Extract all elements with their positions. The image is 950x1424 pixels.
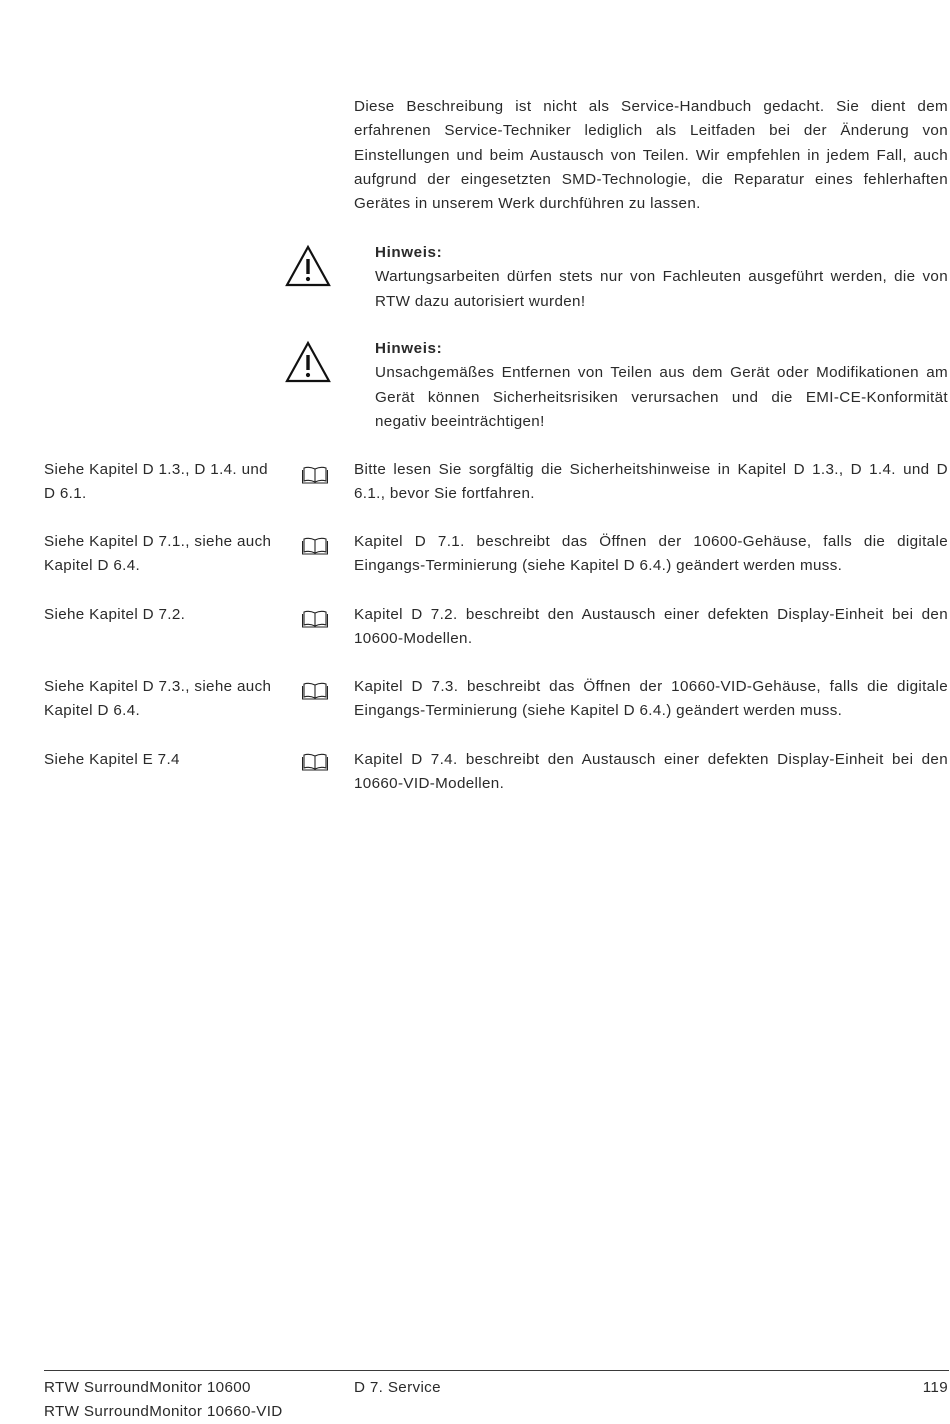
book-icon <box>302 466 328 484</box>
book-icon <box>302 537 328 555</box>
reference-text: Kapitel D 7.4. beschreibt den Austausch einer defekten Display-Einheit bei den 10660-VID-Modellen. <box>354 751 948 793</box>
footer-product-line: RTW SurroundMonitor 10600 <box>44 1379 251 1396</box>
book-icon <box>302 610 328 628</box>
margin-note: Siehe Kapitel D 7.3., siehe auch Kapitel D 6.4. <box>44 678 272 720</box>
warning-title: Hinweis: <box>375 340 443 357</box>
page-number: 119 <box>922 1379 948 1396</box>
warning-text: Wartungsarbeiten dürfen stets nur von Fachleuten ausgeführt werden, die von RTW dazu autorisiert wurden! <box>375 268 948 310</box>
footer-divider <box>44 1370 949 1371</box>
margin-note: Siehe Kapitel D 1.3., D 1.4. und D 6.1. <box>44 461 268 503</box>
reference-text: Bitte lesen Sie sorgfältig die Sicherheitshinweise in Kapitel D 1.3., D 1.4. und D 6.1., bevor Sie fortfahren. <box>354 461 948 503</box>
intro-paragraph: Diese Beschreibung ist nicht als Service-Handbuch gedacht. Sie dient dem erfahrenen Service-Techniker lediglich als Leitfaden bei der Änderung von Einstellungen und beim Austausch von Teilen. Wir empfehlen in jedem Fall, auch aufgrund der eingesetzten SMD-Technologie, die Reparatur eines fehlerhaften Gerätes in unserem Werk durchführen zu lassen. <box>354 98 948 213</box>
reference-text: Kapitel D 7.1. beschreibt das Öffnen der 10600-Gehäuse, falls die digitale Eingangs-Terminierung (siehe Kapitel D 6.4.) geändert werden muss. <box>354 533 948 575</box>
footer-product <box>44 1376 283 1424</box>
warning-triangle-icon <box>284 244 332 288</box>
margin-note: Siehe Kapitel D 7.1., siehe auch Kapitel D 6.4. <box>44 533 272 575</box>
book-icon <box>302 682 328 700</box>
reference-text: Kapitel D 7.2. beschreibt den Austausch einer defekten Display-Einheit bei den 10600-Modellen. <box>354 606 948 648</box>
footer-section: D 7. Service <box>354 1379 441 1396</box>
warning-text: Unsachgemäßes Entfernen von Teilen aus dem Gerät oder Modifikationen am Gerät können Sicherheitsrisiken verursachen und die EMI-CE-Konformität negativ beeinträchtigen! <box>375 364 948 430</box>
warning-triangle-icon <box>284 340 332 384</box>
footer-product-line: RTW SurroundMonitor 10660-VID <box>44 1403 283 1420</box>
warning-note-1 <box>375 241 948 314</box>
warning-note-2 <box>375 337 948 434</box>
book-icon <box>302 753 328 771</box>
margin-note: Siehe Kapitel D 7.2. <box>44 606 186 623</box>
reference-text: Kapitel D 7.3. beschreibt das Öffnen der 10660-VID-Gehäuse, falls die digitale Eingangs-Terminierung (siehe Kapitel D 6.4.) geändert werden muss. <box>354 678 948 720</box>
warning-title: Hinweis: <box>375 244 443 261</box>
margin-note: Siehe Kapitel E 7.4 <box>44 751 180 768</box>
